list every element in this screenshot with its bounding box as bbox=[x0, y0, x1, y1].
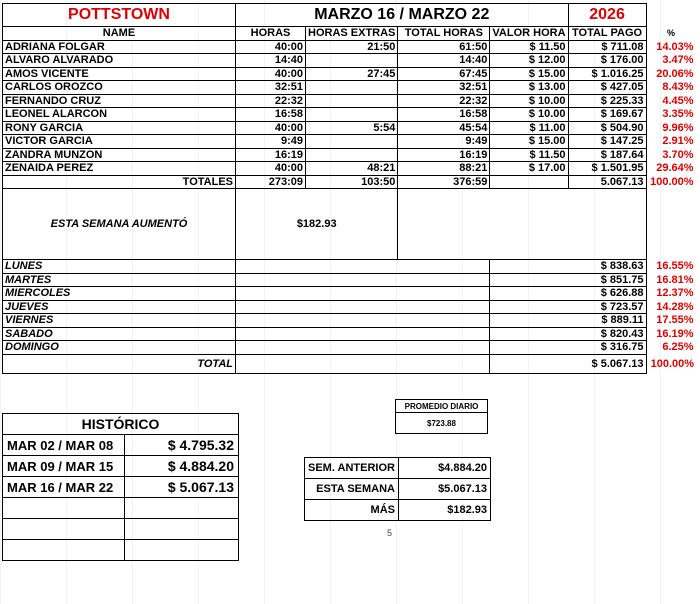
employee-valor-hora[interactable]: $ 11.00 bbox=[490, 121, 568, 135]
employee-total-horas[interactable]: 14:40 bbox=[398, 54, 490, 68]
hist-empty-cell[interactable] bbox=[3, 519, 125, 540]
totals-pago[interactable]: 5.067.13 bbox=[568, 175, 646, 189]
col-total-pago[interactable]: TOTAL PAGO bbox=[568, 27, 646, 41]
historico-table bbox=[2, 413, 239, 561]
city-title[interactable]: POTTSTOWN bbox=[3, 4, 236, 27]
historico-row bbox=[3, 456, 239, 477]
employee-name[interactable]: ZANDRA MUNZON bbox=[3, 148, 236, 162]
day-pct[interactable]: 16.19% bbox=[656, 327, 694, 340]
year-cell[interactable]: 2026 bbox=[568, 4, 646, 27]
increase-empty[interactable] bbox=[398, 189, 646, 260]
col-total-horas[interactable]: TOTAL HORAS bbox=[398, 27, 490, 41]
days-total-empty[interactable] bbox=[236, 354, 490, 373]
day-row bbox=[3, 327, 697, 341]
day-pct[interactable]: 17.55% bbox=[656, 314, 694, 327]
employee-total-horas[interactable]: 16:58 bbox=[398, 108, 490, 122]
employee-row bbox=[3, 54, 697, 68]
totals-valor-empty[interactable] bbox=[490, 175, 568, 189]
totals-horas[interactable]: 273:09 bbox=[236, 175, 306, 189]
hist-empty-cell[interactable] bbox=[125, 498, 239, 519]
employee-pct[interactable]: 4.45% bbox=[662, 94, 694, 107]
day-row bbox=[3, 341, 697, 355]
days-total-amount[interactable]: $ 5.067.13 bbox=[490, 354, 646, 373]
employee-total-pago[interactable]: $ 176.00 bbox=[568, 54, 646, 68]
employee-total-pago[interactable]: $ 1.016.25 bbox=[568, 67, 646, 81]
employee-total-horas[interactable]: 32:51 bbox=[398, 81, 490, 95]
employee-extras[interactable]: 48:21 bbox=[306, 162, 398, 176]
col-name[interactable]: NAME bbox=[3, 27, 236, 41]
employee-row bbox=[3, 121, 697, 135]
employee-name[interactable]: AMOS VICENTE bbox=[3, 67, 236, 81]
day-label[interactable]: JUEVES bbox=[3, 300, 236, 314]
employee-valor-hora[interactable]: $ 10.00 bbox=[490, 94, 568, 108]
comparison-table bbox=[304, 457, 491, 521]
employee-pct[interactable]: 3.35% bbox=[662, 108, 694, 121]
historico-amount[interactable]: $ 4.795.32 bbox=[125, 435, 239, 456]
promedio-value[interactable]: $723.88 bbox=[396, 413, 488, 434]
employee-total-pago[interactable]: $ 427.05 bbox=[568, 81, 646, 95]
day-row bbox=[3, 314, 697, 328]
employee-pct[interactable]: 8.43% bbox=[662, 81, 694, 94]
day-empty[interactable] bbox=[236, 327, 490, 341]
day-empty[interactable] bbox=[236, 273, 490, 287]
employee-total-pago[interactable]: $ 169.67 bbox=[568, 108, 646, 122]
employee-name[interactable]: VICTOR GARCIA bbox=[3, 135, 236, 149]
day-row bbox=[3, 273, 697, 287]
day-empty[interactable] bbox=[236, 341, 490, 355]
historico-title[interactable]: HISTÓRICO bbox=[3, 414, 239, 435]
employee-valor-hora[interactable]: $ 15.00 bbox=[490, 67, 568, 81]
day-amount[interactable]: $ 626.88 bbox=[490, 287, 646, 301]
comparison-label[interactable]: ESTA SEMANA bbox=[305, 479, 399, 500]
employee-name[interactable]: RONY GARCIA bbox=[3, 121, 236, 135]
employee-extras[interactable] bbox=[306, 81, 398, 95]
employee-row bbox=[3, 162, 697, 176]
promedio-table bbox=[395, 399, 488, 434]
employee-extras[interactable]: 21:50 bbox=[306, 40, 398, 54]
employee-total-pago[interactable]: $ 225.33 bbox=[568, 94, 646, 108]
increase-label[interactable]: ESTA SEMANA AUMENTÓ bbox=[3, 189, 236, 260]
day-label[interactable]: DOMINGO bbox=[3, 341, 236, 355]
historico-row bbox=[3, 435, 239, 456]
employee-name[interactable]: ADRIANA FOLGAR bbox=[3, 40, 236, 54]
employee-horas[interactable]: 9:49 bbox=[236, 135, 306, 149]
employee-total-horas[interactable]: 67:45 bbox=[398, 67, 490, 81]
day-pct[interactable]: 16.55% bbox=[656, 260, 694, 273]
employee-pct[interactable]: 14.03% bbox=[656, 40, 694, 53]
comparison-label[interactable]: SEM. ANTERIOR bbox=[305, 458, 399, 479]
day-label[interactable]: MARTES bbox=[3, 273, 236, 287]
employee-total-horas[interactable]: 88:21 bbox=[398, 162, 490, 176]
day-empty[interactable] bbox=[236, 314, 490, 328]
employee-total-pago[interactable]: $ 147.25 bbox=[568, 135, 646, 149]
employee-valor-hora[interactable]: $ 15.00 bbox=[490, 135, 568, 149]
employee-total-pago[interactable]: $ 1.501.95 bbox=[568, 162, 646, 176]
comparison-row bbox=[305, 458, 491, 479]
day-amount[interactable]: $ 723.57 bbox=[490, 300, 646, 314]
day-pct[interactable]: 6.25% bbox=[662, 341, 694, 354]
employee-row bbox=[3, 94, 697, 108]
day-pct[interactable]: 16.81% bbox=[656, 273, 694, 286]
employee-name[interactable]: CARLOS OROZCO bbox=[3, 81, 236, 95]
day-empty[interactable] bbox=[236, 260, 490, 274]
employee-valor-hora[interactable]: $ 10.00 bbox=[490, 108, 568, 122]
col-horas[interactable]: HORAS bbox=[236, 27, 306, 41]
col-horas-extras[interactable]: HORAS EXTRAS bbox=[306, 27, 398, 41]
employee-name[interactable]: FERNANDO CRUZ bbox=[3, 94, 236, 108]
day-amount[interactable]: $ 851.75 bbox=[490, 273, 646, 287]
employee-name[interactable]: LEONEL ALARCON bbox=[3, 108, 236, 122]
day-label[interactable]: LUNES bbox=[3, 260, 236, 274]
comparison-value[interactable]: $182.93 bbox=[399, 500, 491, 521]
employee-extras[interactable] bbox=[306, 148, 398, 162]
employee-total-pago[interactable]: $ 187.64 bbox=[568, 148, 646, 162]
historico-row bbox=[3, 477, 239, 498]
employee-pct[interactable]: 20.06% bbox=[656, 67, 694, 80]
day-pct[interactable]: 14.28% bbox=[656, 300, 694, 313]
employee-horas[interactable]: 40:00 bbox=[236, 162, 306, 176]
day-label[interactable]: VIERNES bbox=[3, 314, 236, 328]
employee-total-horas[interactable]: 61:50 bbox=[398, 40, 490, 54]
page-number: 5 bbox=[387, 528, 393, 538]
day-amount[interactable]: $ 316.75 bbox=[490, 341, 646, 355]
employee-valor-hora[interactable]: $ 13.00 bbox=[490, 81, 568, 95]
day-pct[interactable]: 12.37% bbox=[656, 287, 694, 300]
employee-pct[interactable]: 29.64% bbox=[656, 162, 694, 175]
days-total-pct[interactable]: 100.00% bbox=[650, 357, 695, 370]
comparison-value[interactable]: $5.067.13 bbox=[399, 479, 491, 500]
comparison-row bbox=[305, 500, 491, 521]
historico-period[interactable]: MAR 16 / MAR 22 bbox=[3, 477, 125, 498]
day-amount[interactable]: $ 820.43 bbox=[490, 327, 646, 341]
day-amount[interactable]: $ 838.63 bbox=[490, 260, 646, 274]
employee-name[interactable]: ALVARO ALVARADO bbox=[3, 54, 236, 68]
employee-extras[interactable] bbox=[306, 135, 398, 149]
employee-total-pago[interactable]: $ 711.08 bbox=[568, 40, 646, 54]
employee-row bbox=[3, 67, 697, 81]
comparison-value[interactable]: $4.884.20 bbox=[399, 458, 491, 479]
employee-extras[interactable]: 27:45 bbox=[306, 67, 398, 81]
col-valor-hora[interactable]: VALOR HORA bbox=[490, 27, 568, 41]
employee-horas[interactable]: 16:58 bbox=[236, 108, 306, 122]
employee-horas[interactable]: 22:32 bbox=[236, 94, 306, 108]
employee-horas[interactable]: 40:00 bbox=[236, 40, 306, 54]
hist-empty-cell[interactable] bbox=[3, 540, 125, 561]
employee-pct[interactable]: 9.96% bbox=[662, 121, 694, 134]
employee-extras[interactable] bbox=[306, 54, 398, 68]
hist-empty-cell[interactable] bbox=[125, 519, 239, 540]
employee-horas[interactable]: 40:00 bbox=[236, 121, 306, 135]
totals-extras[interactable]: 103:50 bbox=[306, 175, 398, 189]
employee-row bbox=[3, 81, 697, 95]
historico-amount[interactable]: $ 4.884.20 bbox=[125, 456, 239, 477]
day-label[interactable]: MIERCOLES bbox=[3, 287, 236, 301]
historico-period[interactable]: MAR 02 / MAR 08 bbox=[3, 435, 125, 456]
totals-total-horas[interactable]: 376:59 bbox=[398, 175, 490, 189]
employee-horas[interactable]: 40:00 bbox=[236, 67, 306, 81]
employee-valor-hora[interactable]: $ 17.00 bbox=[490, 162, 568, 176]
employee-pct[interactable]: 3.70% bbox=[662, 148, 694, 161]
employee-total-horas[interactable]: 9:49 bbox=[398, 135, 490, 149]
day-row bbox=[3, 300, 697, 314]
employee-extras[interactable] bbox=[306, 108, 398, 122]
day-empty[interactable] bbox=[236, 300, 490, 314]
employee-name[interactable]: ZENAIDA PEREZ bbox=[3, 162, 236, 176]
employee-extras[interactable]: 5:54 bbox=[306, 121, 398, 135]
comparison-row bbox=[305, 479, 491, 500]
employee-horas[interactable]: 32:51 bbox=[236, 81, 306, 95]
totals-label[interactable]: TOTALES bbox=[3, 175, 236, 189]
payroll-table bbox=[2, 3, 697, 374]
comparison-label[interactable]: MÁS bbox=[305, 500, 399, 521]
employee-total-pago[interactable]: $ 504.90 bbox=[568, 121, 646, 135]
increase-amount[interactable]: $182.93 bbox=[236, 189, 398, 260]
employee-valor-hora[interactable]: $ 11.50 bbox=[490, 148, 568, 162]
employee-total-horas[interactable]: 22:32 bbox=[398, 94, 490, 108]
hist-empty-cell[interactable] bbox=[3, 498, 125, 519]
employee-row bbox=[3, 135, 697, 149]
hist-empty-cell[interactable] bbox=[125, 540, 239, 561]
employee-extras[interactable] bbox=[306, 94, 398, 108]
employee-horas[interactable]: 16:19 bbox=[236, 148, 306, 162]
employee-valor-hora[interactable]: $ 12.00 bbox=[490, 54, 568, 68]
day-label[interactable]: SABADO bbox=[3, 327, 236, 341]
col-pct[interactable]: % bbox=[667, 28, 676, 39]
employee-horas[interactable]: 14:40 bbox=[236, 54, 306, 68]
day-amount[interactable]: $ 889.11 bbox=[490, 314, 646, 328]
employee-row bbox=[3, 40, 697, 54]
period-title[interactable]: MARZO 16 / MARZO 22 bbox=[236, 4, 569, 27]
day-empty[interactable] bbox=[236, 287, 490, 301]
employee-total-horas[interactable]: 16:19 bbox=[398, 148, 490, 162]
employee-row bbox=[3, 148, 697, 162]
promedio-label[interactable]: PROMEDIO DIARIO bbox=[396, 400, 488, 413]
employee-pct[interactable]: 3.47% bbox=[662, 54, 694, 67]
employee-total-horas[interactable]: 45:54 bbox=[398, 121, 490, 135]
day-row bbox=[3, 260, 697, 274]
day-row bbox=[3, 287, 697, 301]
employee-row bbox=[3, 108, 697, 122]
employee-valor-hora[interactable]: $ 11.50 bbox=[490, 40, 568, 54]
historico-period[interactable]: MAR 09 / MAR 15 bbox=[3, 456, 125, 477]
days-total-label[interactable]: TOTAL bbox=[3, 354, 236, 373]
employee-pct[interactable]: 2.91% bbox=[662, 135, 694, 148]
totals-pct[interactable]: 100.00% bbox=[650, 175, 694, 188]
historico-amount[interactable]: $ 5.067.13 bbox=[125, 477, 239, 498]
